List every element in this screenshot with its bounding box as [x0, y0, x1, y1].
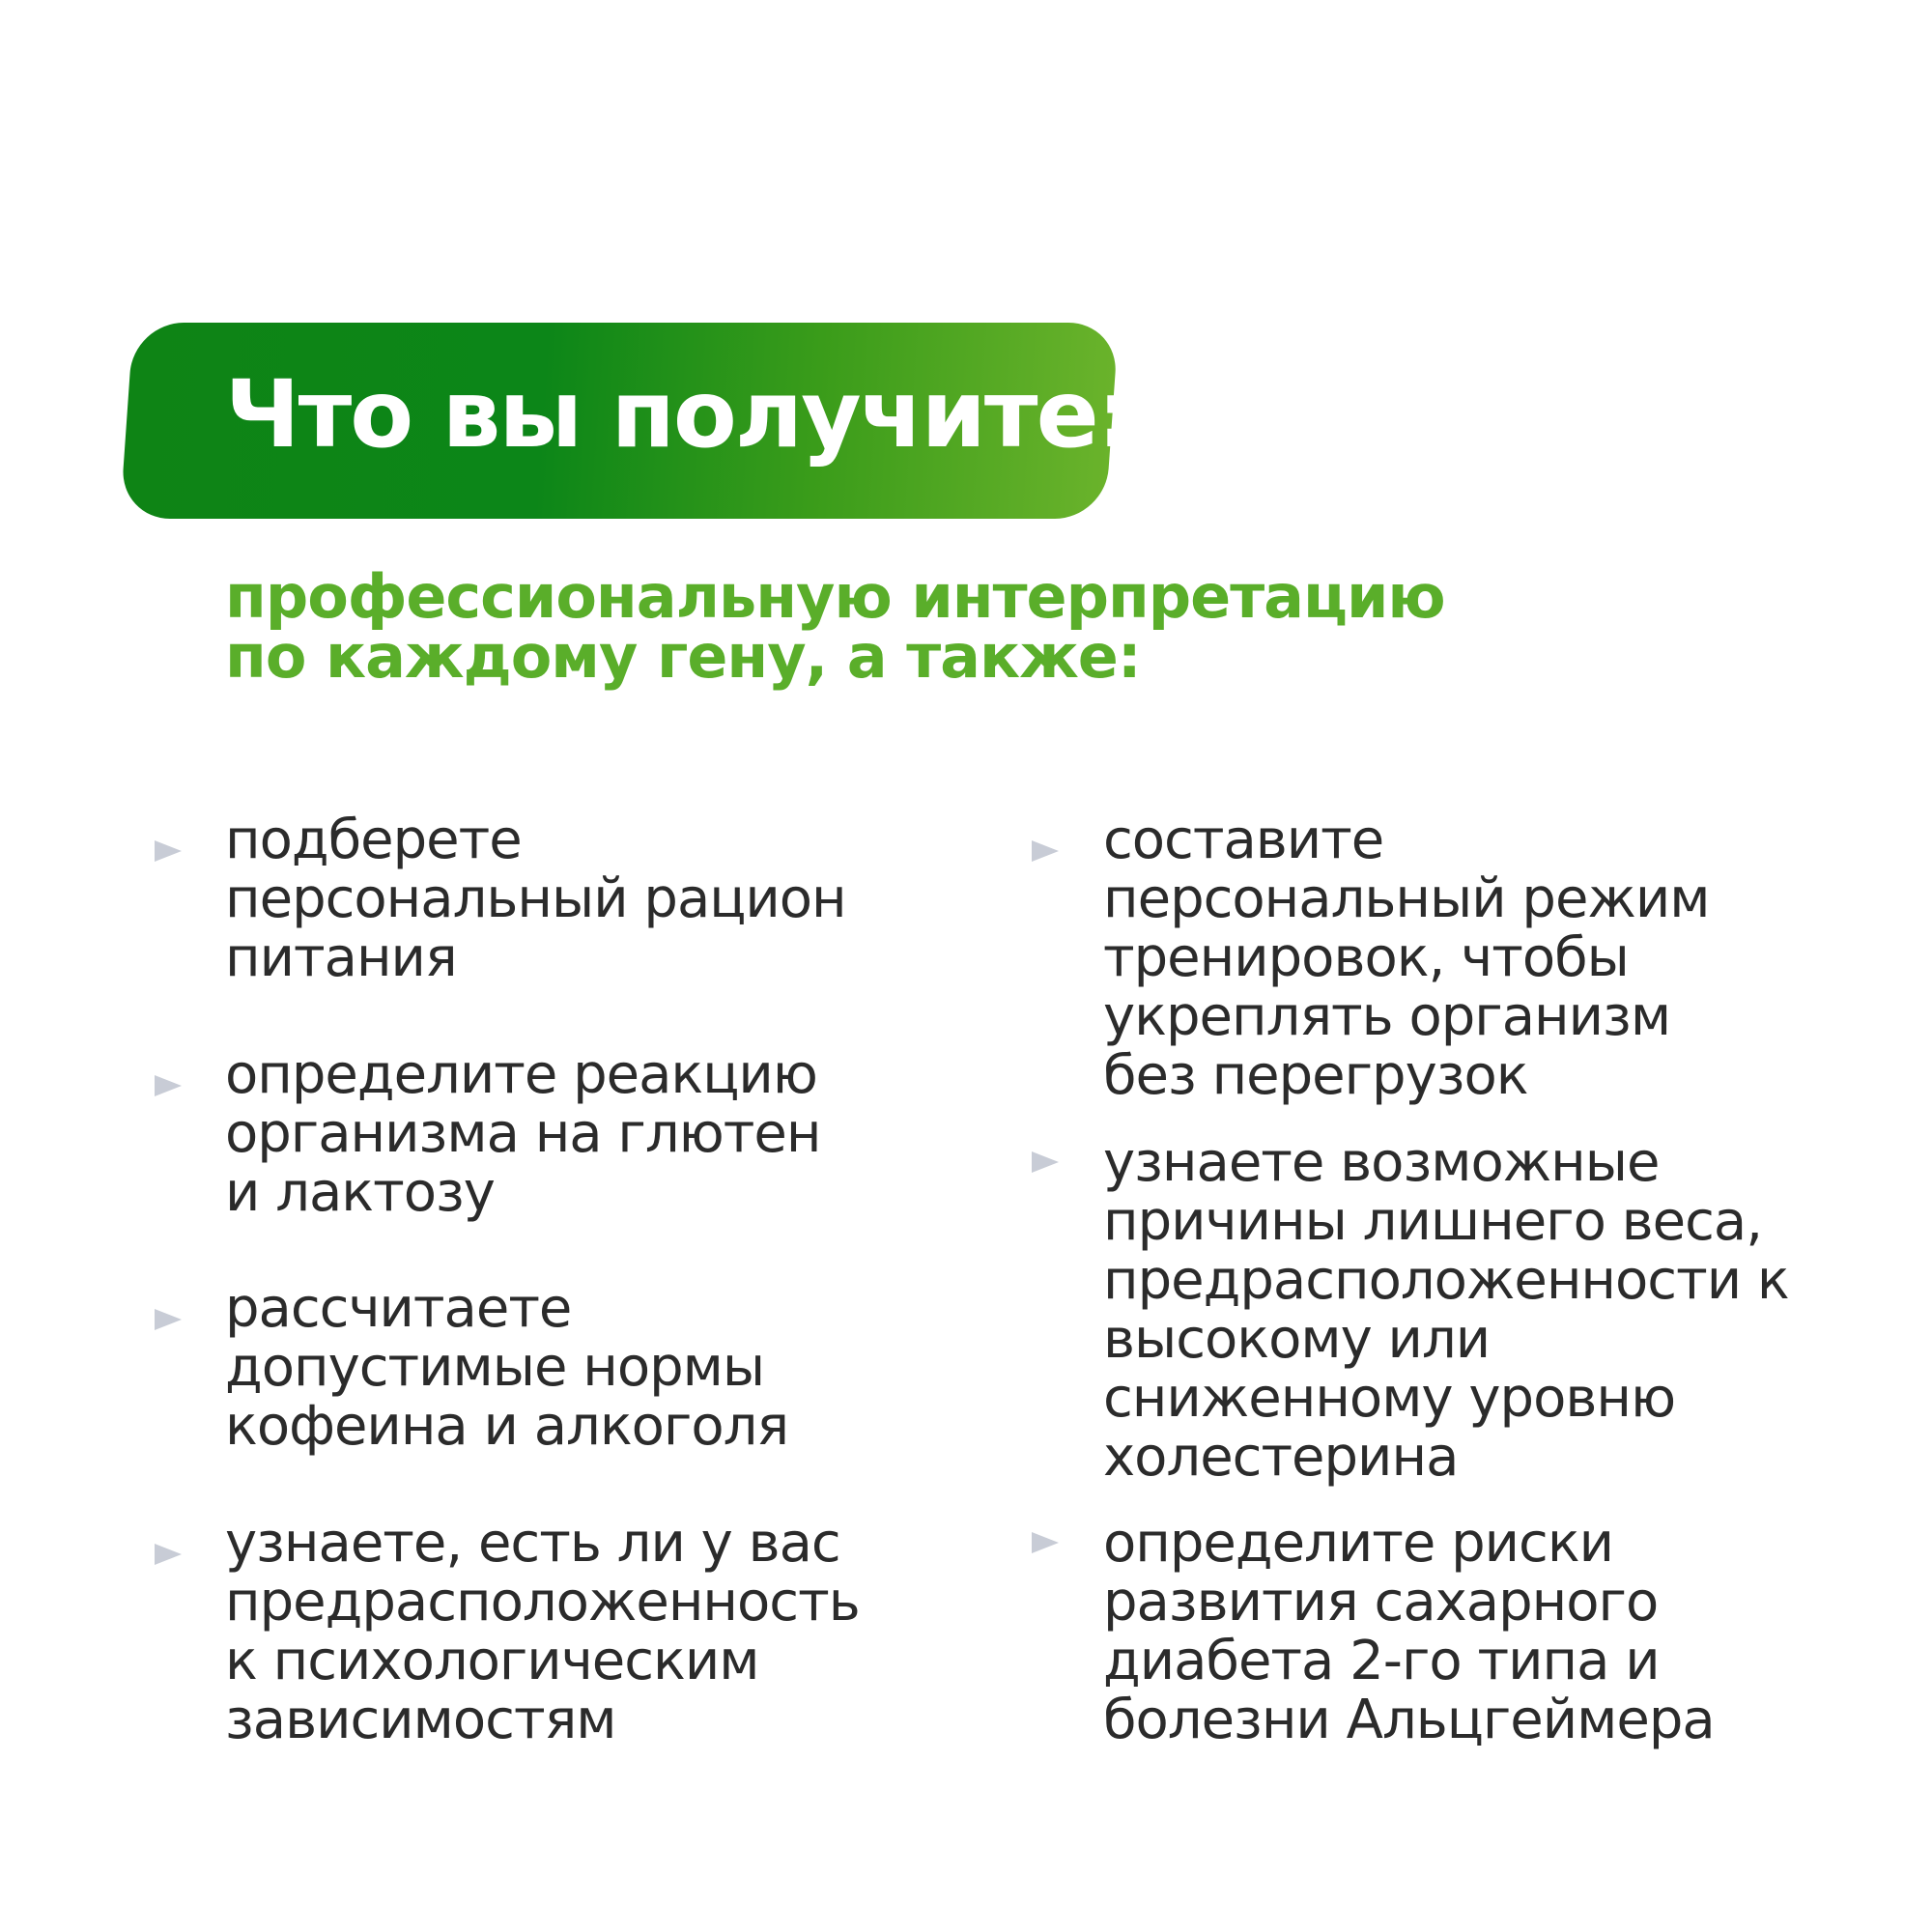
- list-item-line: и лактозу: [225, 1161, 495, 1225]
- list-item-line: сниженному уровню: [1103, 1367, 1676, 1431]
- list-item-line: холестерина: [1103, 1426, 1459, 1490]
- list-item-text: [1103, 809, 1710, 1108]
- triangle-right-bullet-icon: [1032, 1532, 1059, 1553]
- subtitle-line: профессиональную интерпретацию: [225, 561, 1445, 632]
- list-item-line: предрасположенность: [225, 1571, 860, 1634]
- list-item-line: определите риски: [1103, 1512, 1614, 1575]
- list-item-line: развития сахарного: [1103, 1571, 1659, 1634]
- list-item-line: определите реакцию: [225, 1043, 817, 1106]
- triangle-right-bullet-icon: [155, 1309, 182, 1330]
- list-item-line: диабета 2-го типа и: [1103, 1630, 1660, 1693]
- list-item-line: питания: [225, 926, 457, 990]
- list-item-text: [1103, 1512, 1715, 1752]
- triangle-right-bullet-icon: [1032, 840, 1059, 862]
- triangle-right-bullet-icon: [1032, 1151, 1059, 1173]
- list-item-text: [225, 1043, 821, 1225]
- list-item-line: узнаете возможные: [1103, 1131, 1660, 1194]
- list-item-line: узнаете, есть ли у вас: [225, 1512, 840, 1575]
- list-item-line: предрасположенности к: [1103, 1249, 1789, 1313]
- list-item-line: подберете: [225, 809, 522, 871]
- list-item-text: [1103, 1131, 1789, 1490]
- list-item-line: без перегрузок: [1103, 1044, 1528, 1108]
- list-item-line: к психологическим: [225, 1630, 759, 1693]
- list-item-line: болезни Альцгеймера: [1103, 1689, 1715, 1752]
- list-item-line: тренировок, чтобы: [1103, 926, 1629, 990]
- list-item-line: рассчитаете: [225, 1277, 572, 1340]
- triangle-right-bullet-icon: [155, 1075, 182, 1096]
- list-item-line: составите: [1103, 809, 1384, 871]
- list-item-line: причины лишнего веса,: [1103, 1190, 1763, 1254]
- list-item-line: зависимостям: [225, 1689, 616, 1752]
- subtitle: [225, 561, 1867, 692]
- page-title: Что вы получите:: [225, 360, 1133, 469]
- triangle-right-bullet-icon: [155, 1544, 182, 1565]
- list-item-line: укреплять организм: [1103, 985, 1671, 1049]
- list-item-text: [225, 809, 846, 990]
- subtitle-line: по каждому гену, а также:: [225, 621, 1141, 692]
- list-item-line: допустимые нормы: [225, 1336, 765, 1400]
- list-item-text: [225, 1512, 860, 1752]
- list-item-line: кофеина и алкоголя: [225, 1395, 789, 1459]
- list-item-line: высокому или: [1103, 1308, 1491, 1372]
- list-item-line: организма на глютен: [225, 1102, 821, 1166]
- list-item-line: персональный рацион: [225, 867, 846, 931]
- list-item-text: [225, 1277, 789, 1459]
- triangle-right-bullet-icon: [155, 840, 182, 862]
- list-item-line: персональный режим: [1103, 867, 1710, 931]
